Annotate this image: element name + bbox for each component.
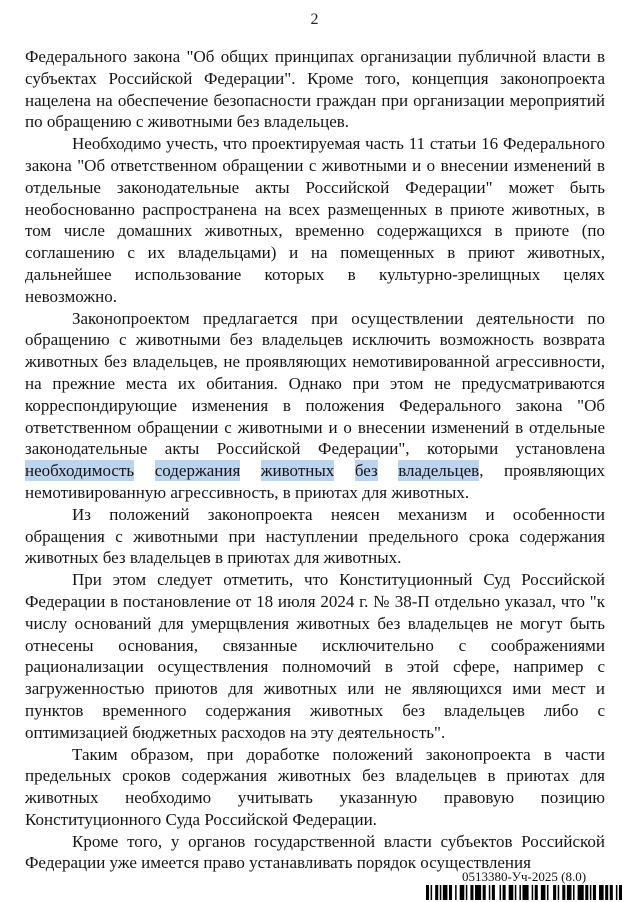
page-number: 2: [310, 11, 319, 28]
paragraph-1: Федерального закона "Об общих принципах организации публичной власти в субъектах Российской Федерации". Кроме того, концепция законопроекта нацелена на обеспечение безопасности граждан при организации мероприятий по обращению с животными без владельцев.: [25, 47, 605, 132]
highlighted-text: содержания: [154, 461, 241, 481]
paragraph-7: Кроме того, у органов государственной власти субъектов Российской Федерации уже имеется право устанавливать порядок осуществления: [25, 831, 605, 873]
footer: [424, 870, 624, 900]
highlighted-text: необходимость: [25, 461, 135, 481]
document-code: 0513380-Уч-2025 (8.0): [461, 869, 587, 884]
paragraph-2: Необходимо учесть, что проектируемая часть 11 статьи 16 Федерального закона "Об ответственном обращении с животными и о внесении изменений в отдельные законодательные акты Российской Федерации" может быть необоснованно распространена на всех размещенных в приюте животных, в том числе домашних животных, временно содержащихся в приюте (по соглашению с их владельцами) и на помещенных в приют животных, дальнейшее использование которых в культурно-зрелищных целях невозможно.: [25, 134, 605, 306]
paragraph-text: [134, 461, 155, 480]
barcode-icon: [426, 885, 622, 900]
paragraph-text: , проявляющих немотивированную агрессивность, в приютах для животных.: [25, 461, 606, 502]
paragraph-5: При этом следует отметить, что Конституционный Суд Российской Федерации в постановление от 18 июля 2024 г. № 38-П отдельно указал, что "к числу оснований для умерщвления животных без владельцев не могут быть отнесены основания, связанные исключительно с соображениями рационализации осуществления полномочий в этой сфере, например с загруженностью приютов для животных или не являющихся ими мест и пунктов временного содержания животных без владельцев либо с оптимизацией бюджетных расходов на эту деятельность".: [25, 570, 605, 742]
highlighted-text: владельцев: [398, 461, 480, 481]
paragraph-3: [25, 308, 605, 504]
highlighted-text: животных: [260, 461, 335, 481]
paragraph-text: [334, 461, 355, 480]
paragraph-6: Таким образом, при доработке положений законопроекта в части предельных сроков содержания животных без владельцев в приютах для животных необходимо учитывать указанную правовую позицию Конституционного Суда Российской Федерации.: [25, 744, 605, 829]
document-body: [25, 46, 605, 874]
paragraph-text: [378, 461, 399, 480]
highlighted-text: без: [354, 461, 378, 481]
paragraph-4: Из положений законопроекта неясен механизм и особенности обращения с животными при наступлении предельного срока содержания животных без владельцев в приютах для животных.: [25, 504, 605, 568]
paragraph-text: Законопроектом предлагается при осуществлении деятельности по обращению с животными без владельцев исключить возможность возврата животных без владельцев, не проявляющих немотивированной агрессивности, на прежние места их обитания. Однако при этом не предусматриваются корреспондирующие изменения в положения Федерального закона "Об ответственном обращении с животными и о внесении изменений в отдельные законодательные акты Российской Федерации", которыми установлена: [25, 308, 605, 459]
paragraph-text: [240, 461, 261, 480]
